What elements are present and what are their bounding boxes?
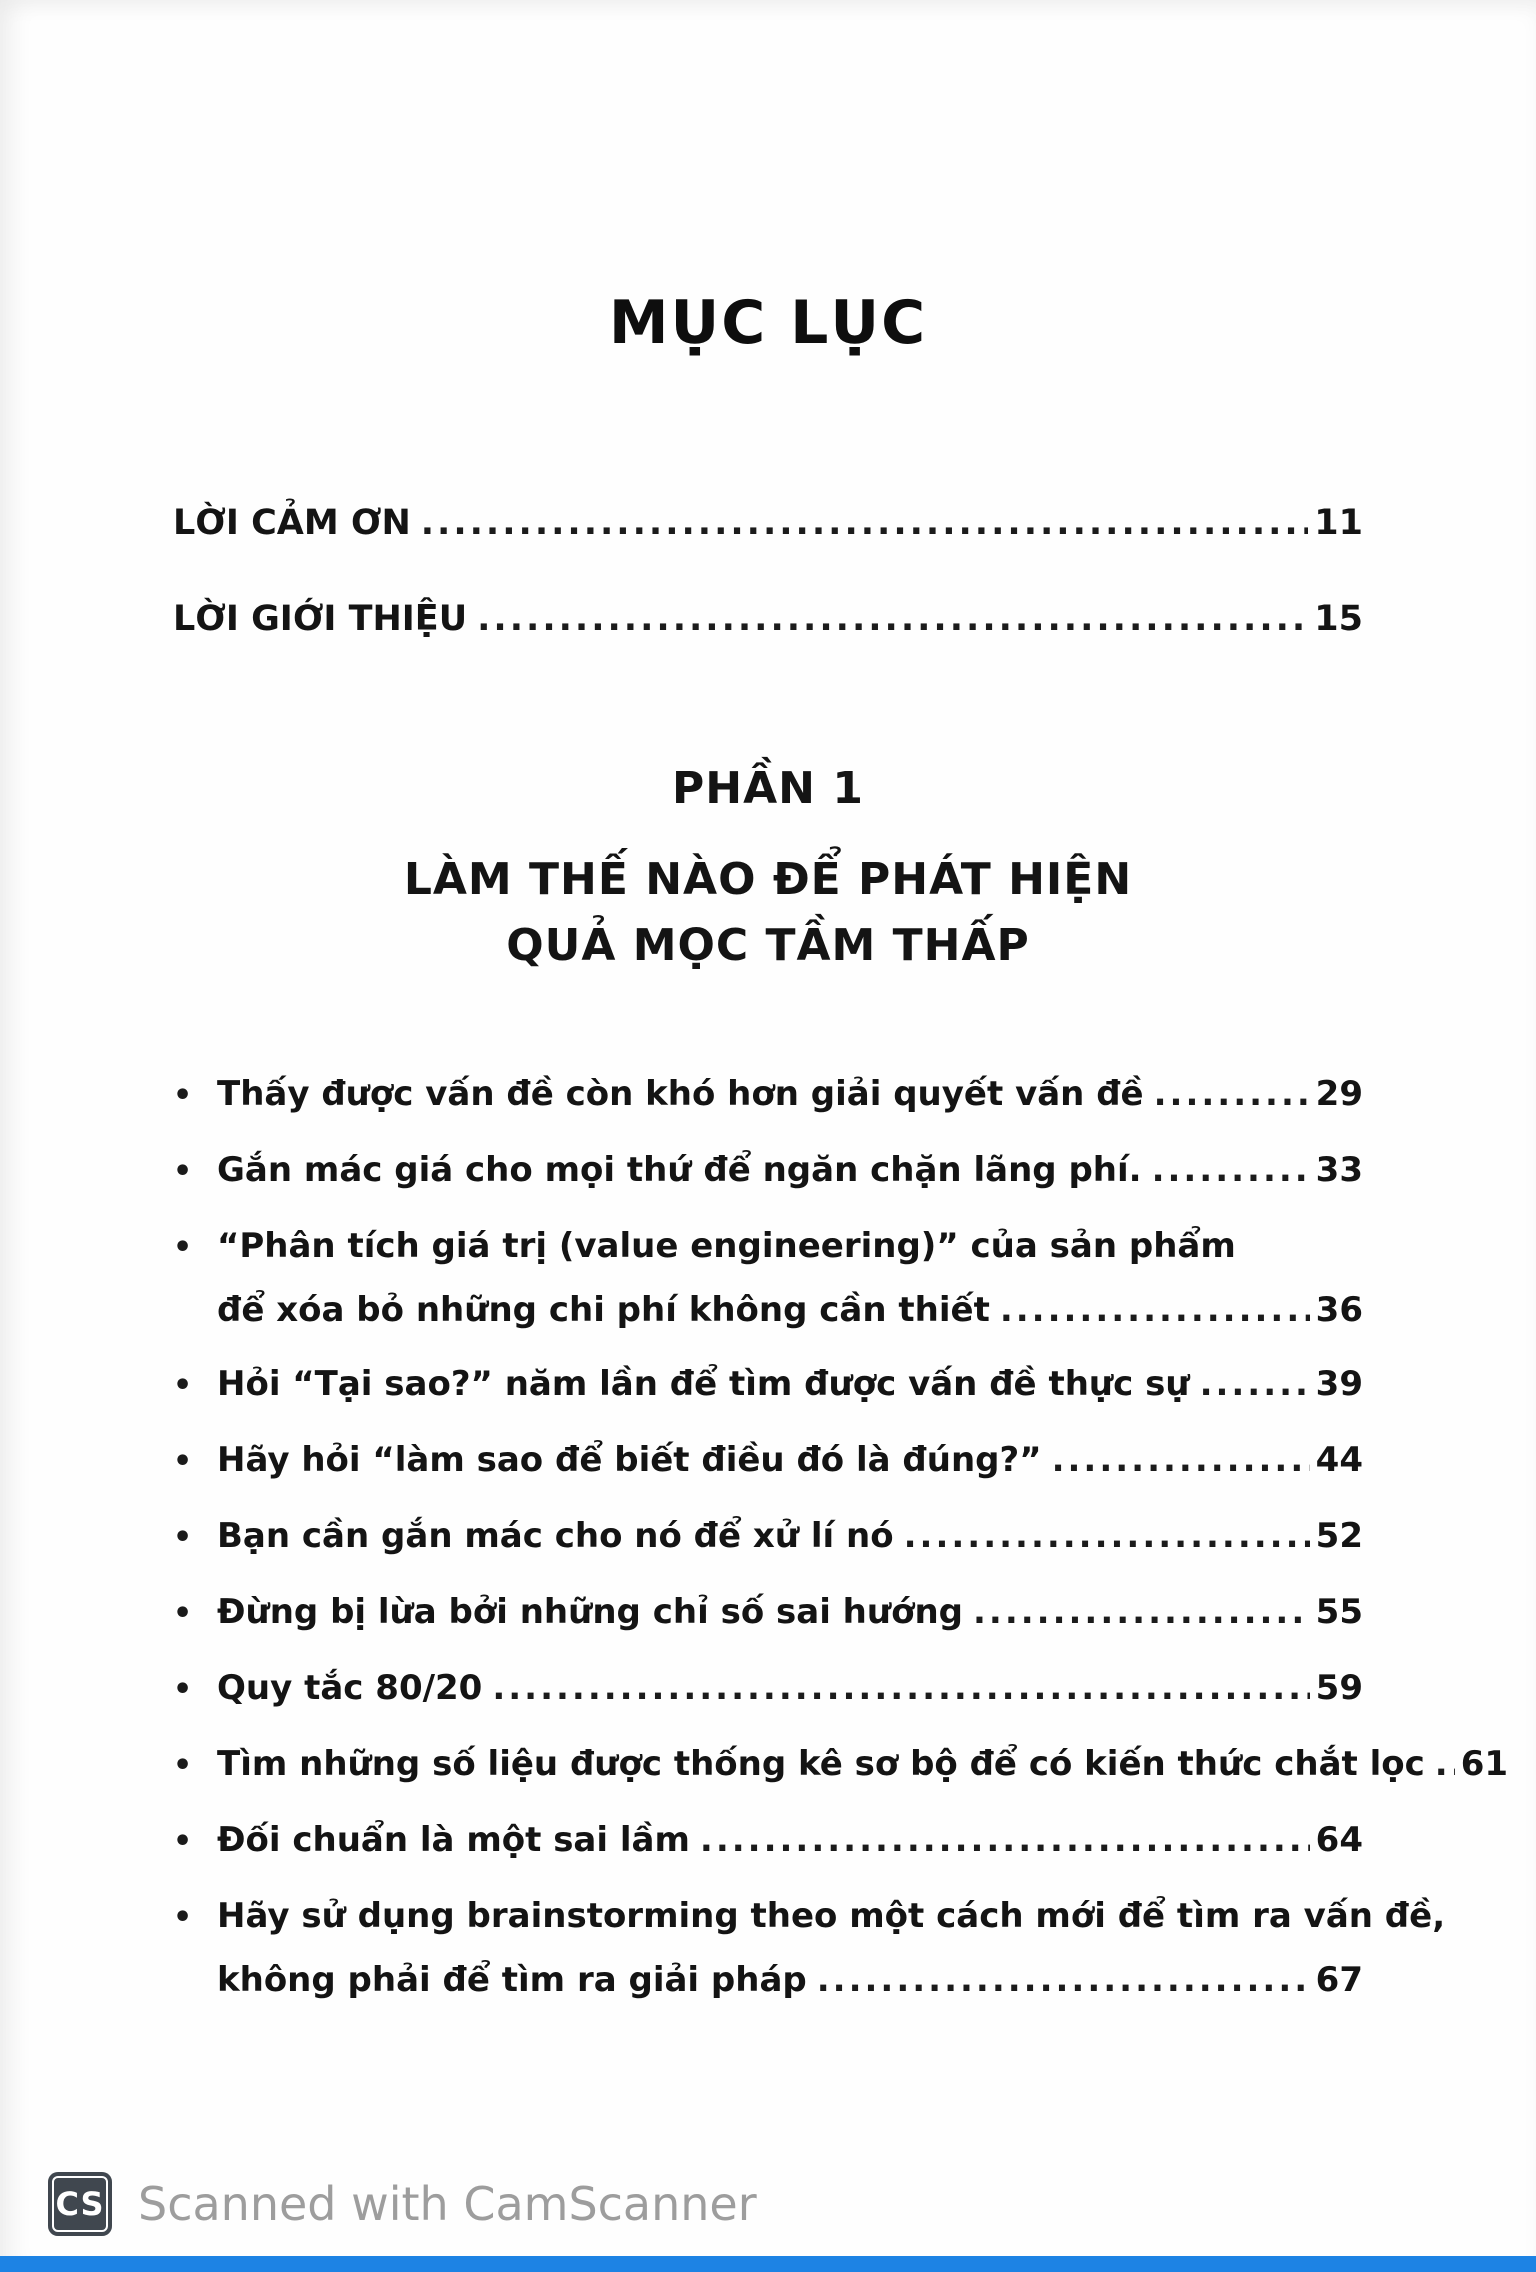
entry-page-number: 39: [1315, 1364, 1363, 1404]
entry-text: Đừng bị lừa bởi những chỉ số sai hướng: [217, 1592, 963, 1632]
camscanner-watermark-text: Scanned with CamScanner: [138, 2177, 757, 2231]
section-title-line-1: LÀM THẾ NÀO ĐỂ PHÁT HIỆN: [403, 854, 1133, 905]
front-matter-row: [173, 587, 1363, 651]
toc-entry-line: [173, 1505, 1363, 1569]
entry-text: Hãy hỏi “làm sao để biết điều đó là đúng?”: [217, 1440, 1042, 1480]
toc-entry: [173, 1581, 1363, 1645]
dot-leader: [817, 1949, 1310, 2011]
entry-text: Hỏi “Tại sao?” năm lần để tìm được vấn đề thực sự: [217, 1364, 1190, 1404]
dot-leader: [904, 1505, 1310, 1567]
entry-page-number: 59: [1315, 1668, 1363, 1708]
toc-entry-line: [173, 1063, 1363, 1127]
toc-entry-line: [173, 1279, 1363, 1341]
toc-entry-line: [173, 1429, 1363, 1493]
toc-entry-line: [173, 1885, 1446, 1949]
entry-text: Quy tắc 80/20: [217, 1668, 483, 1708]
bullet-icon: •: [173, 1672, 193, 1707]
entry-page-number: 55: [1315, 1592, 1363, 1632]
camscanner-logo-icon: CS: [48, 2172, 112, 2236]
front-matter-page-number: 15: [1314, 599, 1363, 639]
front-matter-label: LỜI GIỚI THIỆU: [173, 599, 468, 639]
entry-page-number: 29: [1315, 1074, 1363, 1114]
entry-text: Thấy được vấn đề còn khó hơn giải quyết vấn đề: [217, 1074, 1144, 1114]
toc-entry-line: [173, 1733, 1509, 1797]
entry-text: Hãy sử dụng brainstorming theo một cách mới để tìm ra vấn đề,: [217, 1896, 1446, 1936]
toc-entry-line: [173, 1215, 1363, 1279]
dot-leader: [421, 491, 1309, 555]
entry-page-number: 67: [1315, 1960, 1363, 2000]
bullet-icon: •: [173, 1596, 193, 1631]
bottom-blue-bar: [0, 2256, 1536, 2272]
dot-leader: [1435, 1733, 1455, 1795]
section-part-label: PHẦN 1: [672, 763, 864, 814]
toc-entry-line: [173, 1809, 1363, 1873]
entry-text: Bạn cần gắn mác cho nó để xử lí nó: [217, 1516, 894, 1556]
bullet-icon: •: [173, 1078, 193, 1113]
toc-entry: [173, 1353, 1363, 1417]
toc-entry: [173, 1429, 1363, 1493]
entry-text: Gắn mác giá cho mọi thứ để ngăn chặn lãng phí.: [217, 1150, 1142, 1190]
dot-leader: [1154, 1063, 1310, 1125]
dot-leader: [1152, 1139, 1310, 1201]
entry-page-number: 36: [1315, 1290, 1363, 1330]
dot-leader: [1200, 1353, 1310, 1415]
toc-entry: [173, 1139, 1363, 1203]
toc-entry-line: [173, 1657, 1363, 1721]
entry-page-number: 33: [1315, 1150, 1363, 1190]
front-matter-list: [173, 491, 1363, 651]
toc-entry: [173, 1733, 1509, 1797]
front-matter-label: LỜI CẢM ƠN: [173, 503, 411, 543]
entry-text: “Phân tích giá trị (value engineering)” của sản phẩm: [217, 1226, 1236, 1266]
dot-leader: [1052, 1429, 1310, 1491]
toc-entry-line: [173, 1353, 1363, 1417]
bullet-icon: •: [173, 1230, 193, 1265]
toc-entry-line: [173, 1139, 1363, 1203]
bullet-icon: •: [173, 1824, 193, 1859]
toc-entry: [173, 1063, 1363, 1127]
entry-page-number: 61: [1460, 1744, 1509, 1784]
toc-entry: [173, 1809, 1363, 1873]
front-matter-page-number: 11: [1314, 503, 1363, 543]
bullet-icon: •: [173, 1520, 193, 1555]
entry-text: Tìm những số liệu được thống kê sơ bộ để có kiến thức chắt lọc: [217, 1744, 1425, 1784]
toc-entry: [173, 1885, 1446, 2011]
toc-entry: [173, 1505, 1363, 1569]
entry-text: không phải để tìm ra giải pháp: [217, 1960, 807, 2000]
dot-leader: [973, 1581, 1310, 1643]
toc-entries: [173, 1063, 1509, 2011]
camscanner-footer: [48, 2172, 757, 2236]
dot-leader: [1000, 1279, 1310, 1341]
section-title-line-2: QUẢ MỌC TẦM THẤP: [506, 920, 1030, 971]
bullet-icon: •: [173, 1444, 193, 1479]
toc-entry-line: [173, 1581, 1363, 1645]
dot-leader: [492, 1657, 1309, 1719]
entry-page-number: 52: [1315, 1516, 1363, 1556]
entry-text: Đối chuẩn là một sai lầm: [217, 1820, 690, 1860]
section-heading: [0, 759, 1536, 979]
bullet-icon: •: [173, 1154, 193, 1189]
page-title: MỤC LỤC: [608, 288, 928, 358]
toc-entry: [173, 1215, 1363, 1341]
dot-leader: [477, 587, 1308, 651]
entry-page-number: 64: [1315, 1820, 1363, 1860]
toc-entry: [173, 1657, 1363, 1721]
bullet-icon: •: [173, 1748, 193, 1783]
front-matter-row: [173, 491, 1363, 555]
dot-leader: [700, 1809, 1310, 1871]
entry-text: để xóa bỏ những chi phí không cần thiết: [217, 1290, 990, 1330]
bullet-icon: •: [173, 1900, 193, 1935]
entry-page-number: 44: [1315, 1440, 1363, 1480]
toc-entry-line: [173, 1949, 1363, 2011]
bullet-icon: •: [173, 1368, 193, 1403]
